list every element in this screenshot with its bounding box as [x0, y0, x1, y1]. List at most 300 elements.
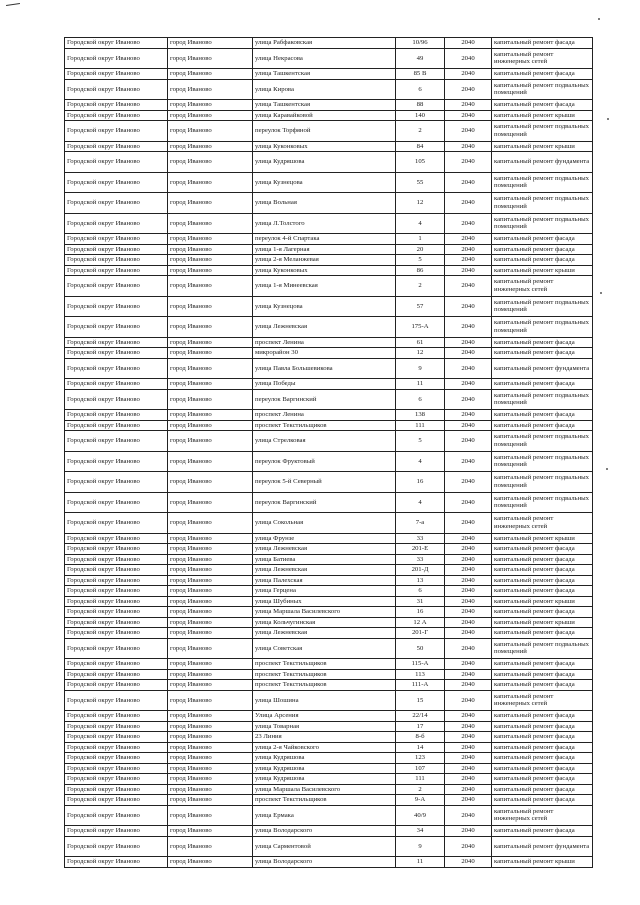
- city-cell: город Иваново: [168, 265, 253, 276]
- table-row: [65, 358, 593, 379]
- house-number-cell: 5: [396, 431, 445, 452]
- city-cell: город Иваново: [168, 857, 253, 868]
- okrug-cell: Городской округ Иваново: [65, 659, 168, 670]
- table-row: [65, 659, 593, 670]
- table-row: [65, 826, 593, 837]
- city-cell: город Иваново: [168, 586, 253, 597]
- street-cell: улица Володарского: [253, 857, 396, 868]
- house-number-cell: 12: [396, 348, 445, 359]
- city-cell: город Иваново: [168, 836, 253, 857]
- city-cell: город Иваново: [168, 193, 253, 214]
- street-cell: проспект Текстильщиков: [253, 659, 396, 670]
- year-cell: 2040: [445, 358, 492, 379]
- okrug-cell: Городской округ Иваново: [65, 244, 168, 255]
- street-cell: проспект Текстильщиков: [253, 669, 396, 680]
- street-cell: Улица Арсения: [253, 711, 396, 722]
- street-cell: улица Куконковых: [253, 141, 396, 152]
- okrug-cell: Городской округ Иваново: [65, 638, 168, 659]
- street-cell: улица Некрасова: [253, 48, 396, 69]
- table-row: [65, 234, 593, 245]
- okrug-cell: Городской округ Иваново: [65, 680, 168, 691]
- city-cell: город Иваново: [168, 358, 253, 379]
- okrug-cell: Городской округ Иваново: [65, 857, 168, 868]
- city-cell: город Иваново: [168, 795, 253, 806]
- street-cell: улица Лежневская: [253, 544, 396, 555]
- city-cell: город Иваново: [168, 379, 253, 390]
- city-cell: город Иваново: [168, 763, 253, 774]
- house-number-cell: 8-б: [396, 732, 445, 743]
- city-cell: город Иваново: [168, 628, 253, 639]
- house-number-cell: 16: [396, 607, 445, 618]
- okrug-cell: Городской округ Иваново: [65, 172, 168, 193]
- work-type-cell: капитальный ремонт крыши: [492, 617, 593, 628]
- city-cell: город Иваново: [168, 680, 253, 691]
- year-cell: 2040: [445, 533, 492, 544]
- city-cell: город Иваново: [168, 152, 253, 173]
- house-number-cell: 201-Г: [396, 628, 445, 639]
- table-row: [65, 121, 593, 142]
- okrug-cell: Городской округ Иваново: [65, 774, 168, 785]
- street-cell: улица Володарского: [253, 826, 396, 837]
- city-cell: город Иваново: [168, 234, 253, 245]
- table-row: [65, 410, 593, 421]
- street-cell: проспект Текстильщиков: [253, 680, 396, 691]
- work-type-cell: капитальный ремонт фасада: [492, 742, 593, 753]
- table-row: [65, 389, 593, 410]
- city-cell: город Иваново: [168, 753, 253, 764]
- table-row: [65, 607, 593, 618]
- table-row: [65, 617, 593, 628]
- city-cell: город Иваново: [168, 420, 253, 431]
- city-cell: город Иваново: [168, 48, 253, 69]
- street-cell: улица Лежневская: [253, 317, 396, 338]
- house-number-cell: 22/14: [396, 711, 445, 722]
- year-cell: 2040: [445, 638, 492, 659]
- year-cell: 2040: [445, 110, 492, 121]
- city-cell: город Иваново: [168, 617, 253, 628]
- table-row: [65, 628, 593, 639]
- street-cell: переулок Варгинский: [253, 492, 396, 513]
- street-cell: переулок 4-й Спартака: [253, 234, 396, 245]
- city-cell: город Иваново: [168, 100, 253, 111]
- year-cell: 2040: [445, 296, 492, 317]
- year-cell: 2040: [445, 763, 492, 774]
- table-row: [65, 255, 593, 266]
- house-number-cell: 20: [396, 244, 445, 255]
- work-type-cell: капитальный ремонт фасада: [492, 826, 593, 837]
- house-number-cell: 6: [396, 79, 445, 100]
- city-cell: город Иваново: [168, 513, 253, 534]
- year-cell: 2040: [445, 100, 492, 111]
- street-cell: улица Советская: [253, 638, 396, 659]
- table-row: [65, 296, 593, 317]
- work-type-cell: капитальный ремонт фасада: [492, 586, 593, 597]
- city-cell: город Иваново: [168, 638, 253, 659]
- city-cell: город Иваново: [168, 172, 253, 193]
- table-row: [65, 732, 593, 743]
- house-number-cell: 17: [396, 721, 445, 732]
- house-number-cell: 88: [396, 100, 445, 111]
- year-cell: 2040: [445, 152, 492, 173]
- city-cell: город Иваново: [168, 554, 253, 565]
- table-row: [65, 213, 593, 234]
- house-number-cell: 201-Е: [396, 544, 445, 555]
- work-type-cell: капитальный ремонт подвальных помещений: [492, 296, 593, 317]
- street-cell: улица Шубиных: [253, 596, 396, 607]
- okrug-cell: Городской округ Иваново: [65, 389, 168, 410]
- year-cell: 2040: [445, 348, 492, 359]
- scan-speck: [598, 18, 600, 20]
- house-number-cell: 4: [396, 213, 445, 234]
- okrug-cell: Городской округ Иваново: [65, 358, 168, 379]
- street-cell: улица Стрелковая: [253, 431, 396, 452]
- city-cell: город Иваново: [168, 431, 253, 452]
- city-cell: город Иваново: [168, 492, 253, 513]
- okrug-cell: Городской округ Иваново: [65, 795, 168, 806]
- year-cell: 2040: [445, 213, 492, 234]
- table-row: [65, 533, 593, 544]
- work-type-cell: капитальный ремонт фасада: [492, 348, 593, 359]
- okrug-cell: Городской округ Иваново: [65, 38, 168, 49]
- street-cell: улица 2-я Чайковского: [253, 742, 396, 753]
- city-cell: город Иваново: [168, 711, 253, 722]
- work-type-cell: капитальный ремонт фасада: [492, 659, 593, 670]
- street-cell: улица Герцена: [253, 586, 396, 597]
- okrug-cell: Городской округ Иваново: [65, 596, 168, 607]
- city-cell: город Иваново: [168, 337, 253, 348]
- okrug-cell: Городской округ Иваново: [65, 79, 168, 100]
- table-row: [65, 857, 593, 868]
- work-type-cell: капитальный ремонт инженерных сетей: [492, 690, 593, 711]
- table-row: [65, 265, 593, 276]
- table-row: [65, 379, 593, 390]
- table-row: [65, 317, 593, 338]
- table-row: [65, 472, 593, 493]
- okrug-cell: Городской округ Иваново: [65, 753, 168, 764]
- street-cell: улица Кудряшова: [253, 152, 396, 173]
- scan-corner-mark: [6, 3, 20, 6]
- work-type-cell: капитальный ремонт фасада: [492, 100, 593, 111]
- work-type-cell: капитальный ремонт крыши: [492, 533, 593, 544]
- house-number-cell: 113: [396, 669, 445, 680]
- year-cell: 2040: [445, 38, 492, 49]
- year-cell: 2040: [445, 617, 492, 628]
- work-type-cell: капитальный ремонт инженерных сетей: [492, 48, 593, 69]
- okrug-cell: Городской округ Иваново: [65, 410, 168, 421]
- street-cell: улица Маршала Василевского: [253, 607, 396, 618]
- city-cell: город Иваново: [168, 255, 253, 266]
- year-cell: 2040: [445, 575, 492, 586]
- city-cell: город Иваново: [168, 141, 253, 152]
- work-type-cell: капитальный ремонт фундамента: [492, 152, 593, 173]
- street-cell: улица Сокольная: [253, 513, 396, 534]
- year-cell: 2040: [445, 410, 492, 421]
- city-cell: город Иваново: [168, 38, 253, 49]
- okrug-cell: Городской округ Иваново: [65, 586, 168, 597]
- city-cell: город Иваново: [168, 805, 253, 826]
- okrug-cell: Городской округ Иваново: [65, 141, 168, 152]
- year-cell: 2040: [445, 690, 492, 711]
- street-cell: улица Лежневская: [253, 628, 396, 639]
- table-row: [65, 48, 593, 69]
- table-body: [65, 38, 593, 868]
- year-cell: 2040: [445, 721, 492, 732]
- table-row: [65, 690, 593, 711]
- house-number-cell: 57: [396, 296, 445, 317]
- house-number-cell: 31: [396, 596, 445, 607]
- table-row: [65, 836, 593, 857]
- house-number-cell: 33: [396, 554, 445, 565]
- work-type-cell: капитальный ремонт инженерных сетей: [492, 513, 593, 534]
- street-cell: улица Батиева: [253, 554, 396, 565]
- okrug-cell: Городской округ Иваново: [65, 742, 168, 753]
- table-row: [65, 492, 593, 513]
- work-type-cell: капитальный ремонт фасада: [492, 680, 593, 691]
- house-number-cell: 86: [396, 265, 445, 276]
- year-cell: 2040: [445, 732, 492, 743]
- year-cell: 2040: [445, 420, 492, 431]
- year-cell: 2040: [445, 774, 492, 785]
- work-type-cell: капитальный ремонт фасада: [492, 379, 593, 390]
- year-cell: 2040: [445, 711, 492, 722]
- year-cell: 2040: [445, 544, 492, 555]
- work-type-cell: капитальный ремонт фасада: [492, 69, 593, 80]
- house-number-cell: 33: [396, 533, 445, 544]
- okrug-cell: Городской округ Иваново: [65, 711, 168, 722]
- work-type-cell: капитальный ремонт фасада: [492, 732, 593, 743]
- street-cell: улица Кузнецова: [253, 172, 396, 193]
- city-cell: город Иваново: [168, 533, 253, 544]
- work-type-cell: капитальный ремонт подвальных помещений: [492, 472, 593, 493]
- work-type-cell: капитальный ремонт фасада: [492, 565, 593, 576]
- street-cell: переулок Варгинский: [253, 389, 396, 410]
- year-cell: 2040: [445, 317, 492, 338]
- house-number-cell: 50: [396, 638, 445, 659]
- city-cell: город Иваново: [168, 472, 253, 493]
- work-type-cell: капитальный ремонт подвальных помещений: [492, 451, 593, 472]
- work-type-cell: капитальный ремонт подвальных помещений: [492, 431, 593, 452]
- house-number-cell: 61: [396, 337, 445, 348]
- street-cell: улица Вольная: [253, 193, 396, 214]
- year-cell: 2040: [445, 596, 492, 607]
- year-cell: 2040: [445, 337, 492, 348]
- street-cell: улица Лежневская: [253, 565, 396, 576]
- street-cell: улица Кольчугинская: [253, 617, 396, 628]
- okrug-cell: Городской округ Иваново: [65, 213, 168, 234]
- table-row: [65, 38, 593, 49]
- year-cell: 2040: [445, 742, 492, 753]
- house-number-cell: 115-А: [396, 659, 445, 670]
- okrug-cell: Городской округ Иваново: [65, 337, 168, 348]
- okrug-cell: Городской округ Иваново: [65, 836, 168, 857]
- scan-speck: [607, 118, 609, 120]
- street-cell: улица Ташкентская: [253, 69, 396, 80]
- work-type-cell: капитальный ремонт фасада: [492, 784, 593, 795]
- work-type-cell: капитальный ремонт фундамента: [492, 358, 593, 379]
- table-row: [65, 451, 593, 472]
- street-cell: улица Кудряшова: [253, 753, 396, 764]
- table-row: [65, 152, 593, 173]
- house-number-cell: 10/96: [396, 38, 445, 49]
- okrug-cell: Городской округ Иваново: [65, 826, 168, 837]
- work-type-cell: капитальный ремонт фасада: [492, 544, 593, 555]
- city-cell: город Иваново: [168, 826, 253, 837]
- work-type-cell: капитальный ремонт крыши: [492, 141, 593, 152]
- table-row: [65, 554, 593, 565]
- house-number-cell: 2: [396, 784, 445, 795]
- house-number-cell: 138: [396, 410, 445, 421]
- street-cell: улица Кирова: [253, 79, 396, 100]
- year-cell: 2040: [445, 48, 492, 69]
- year-cell: 2040: [445, 431, 492, 452]
- house-number-cell: 9: [396, 836, 445, 857]
- okrug-cell: Городской округ Иваново: [65, 451, 168, 472]
- house-number-cell: 1: [396, 234, 445, 245]
- okrug-cell: Городской округ Иваново: [65, 763, 168, 774]
- city-cell: город Иваново: [168, 742, 253, 753]
- year-cell: 2040: [445, 472, 492, 493]
- year-cell: 2040: [445, 255, 492, 266]
- city-cell: город Иваново: [168, 121, 253, 142]
- work-type-cell: капитальный ремонт фасада: [492, 575, 593, 586]
- year-cell: 2040: [445, 836, 492, 857]
- table-row: [65, 586, 593, 597]
- street-cell: улица Ермака: [253, 805, 396, 826]
- okrug-cell: Городской округ Иваново: [65, 575, 168, 586]
- table-row: [65, 244, 593, 255]
- year-cell: 2040: [445, 172, 492, 193]
- table-row: [65, 774, 593, 785]
- house-number-cell: 111: [396, 774, 445, 785]
- work-type-cell: капитальный ремонт подвальных помещений: [492, 79, 593, 100]
- city-cell: город Иваново: [168, 544, 253, 555]
- table-row: [65, 711, 593, 722]
- city-cell: город Иваново: [168, 69, 253, 80]
- street-cell: проспект Текстильщиков: [253, 795, 396, 806]
- work-type-cell: капитальный ремонт фасада: [492, 337, 593, 348]
- table-row: [65, 337, 593, 348]
- okrug-cell: Городской округ Иваново: [65, 152, 168, 173]
- okrug-cell: Городской округ Иваново: [65, 607, 168, 618]
- year-cell: 2040: [445, 193, 492, 214]
- table-row: [65, 742, 593, 753]
- street-cell: улица Ташкентская: [253, 100, 396, 111]
- street-cell: микрорайон 30: [253, 348, 396, 359]
- street-cell: улица Сарментовой: [253, 836, 396, 857]
- year-cell: 2040: [445, 607, 492, 618]
- work-type-cell: капитальный ремонт фасада: [492, 628, 593, 639]
- table-row: [65, 753, 593, 764]
- house-number-cell: 111-А: [396, 680, 445, 691]
- work-type-cell: капитальный ремонт подвальных помещений: [492, 193, 593, 214]
- work-type-cell: капитальный ремонт фасада: [492, 669, 593, 680]
- year-cell: 2040: [445, 234, 492, 245]
- house-number-cell: 9-А: [396, 795, 445, 806]
- city-cell: город Иваново: [168, 410, 253, 421]
- house-number-cell: 7-а: [396, 513, 445, 534]
- okrug-cell: Городской округ Иваново: [65, 121, 168, 142]
- table-row: [65, 79, 593, 100]
- table-row: [65, 141, 593, 152]
- table-row: [65, 795, 593, 806]
- city-cell: город Иваново: [168, 110, 253, 121]
- year-cell: 2040: [445, 389, 492, 410]
- work-type-cell: капитальный ремонт фасада: [492, 38, 593, 49]
- work-type-cell: капитальный ремонт фасада: [492, 554, 593, 565]
- city-cell: город Иваново: [168, 565, 253, 576]
- work-type-cell: капитальный ремонт фасада: [492, 255, 593, 266]
- year-cell: 2040: [445, 79, 492, 100]
- year-cell: 2040: [445, 244, 492, 255]
- work-type-cell: капитальный ремонт подвальных помещений: [492, 172, 593, 193]
- city-cell: город Иваново: [168, 389, 253, 410]
- work-type-cell: капитальный ремонт фасада: [492, 753, 593, 764]
- house-number-cell: 6: [396, 586, 445, 597]
- year-cell: 2040: [445, 451, 492, 472]
- okrug-cell: Городской округ Иваново: [65, 617, 168, 628]
- city-cell: город Иваново: [168, 451, 253, 472]
- year-cell: 2040: [445, 379, 492, 390]
- okrug-cell: Городской округ Иваново: [65, 513, 168, 534]
- house-number-cell: 107: [396, 763, 445, 774]
- street-cell: улица 2-я Меланжевая: [253, 255, 396, 266]
- city-cell: город Иваново: [168, 575, 253, 586]
- okrug-cell: Городской округ Иваново: [65, 110, 168, 121]
- city-cell: город Иваново: [168, 607, 253, 618]
- street-cell: улица Победы: [253, 379, 396, 390]
- house-number-cell: 4: [396, 492, 445, 513]
- okrug-cell: Городской округ Иваново: [65, 255, 168, 266]
- city-cell: город Иваново: [168, 276, 253, 297]
- okrug-cell: Городской округ Иваново: [65, 544, 168, 555]
- table-row: [65, 669, 593, 680]
- street-cell: улица Кудряшова: [253, 774, 396, 785]
- work-type-cell: капитальный ремонт фасада: [492, 420, 593, 431]
- year-cell: 2040: [445, 784, 492, 795]
- house-number-cell: 84: [396, 141, 445, 152]
- table-row: [65, 596, 593, 607]
- year-cell: 2040: [445, 669, 492, 680]
- okrug-cell: Городской округ Иваново: [65, 805, 168, 826]
- table-row: [65, 110, 593, 121]
- city-cell: город Иваново: [168, 317, 253, 338]
- okrug-cell: Городской округ Иваново: [65, 554, 168, 565]
- house-number-cell: 2: [396, 276, 445, 297]
- work-type-cell: капитальный ремонт фасада: [492, 234, 593, 245]
- table-row: [65, 565, 593, 576]
- work-type-cell: капитальный ремонт фасада: [492, 795, 593, 806]
- table-row: [65, 513, 593, 534]
- okrug-cell: Городской округ Иваново: [65, 669, 168, 680]
- house-number-cell: 12 А: [396, 617, 445, 628]
- city-cell: город Иваново: [168, 596, 253, 607]
- work-type-cell: капитальный ремонт подвальных помещений: [492, 638, 593, 659]
- work-type-cell: капитальный ремонт фасада: [492, 410, 593, 421]
- house-number-cell: 15: [396, 690, 445, 711]
- street-cell: улица Л.Толстого: [253, 213, 396, 234]
- table-row: [65, 680, 593, 691]
- okrug-cell: Городской округ Иваново: [65, 296, 168, 317]
- work-type-cell: капитальный ремонт фасада: [492, 763, 593, 774]
- house-number-cell: 11: [396, 379, 445, 390]
- okrug-cell: Городской округ Иваново: [65, 628, 168, 639]
- okrug-cell: Городской округ Иваново: [65, 420, 168, 431]
- okrug-cell: Городской округ Иваново: [65, 472, 168, 493]
- house-number-cell: 55: [396, 172, 445, 193]
- work-type-cell: капитальный ремонт подвальных помещений: [492, 121, 593, 142]
- city-cell: город Иваново: [168, 79, 253, 100]
- okrug-cell: Городской округ Иваново: [65, 193, 168, 214]
